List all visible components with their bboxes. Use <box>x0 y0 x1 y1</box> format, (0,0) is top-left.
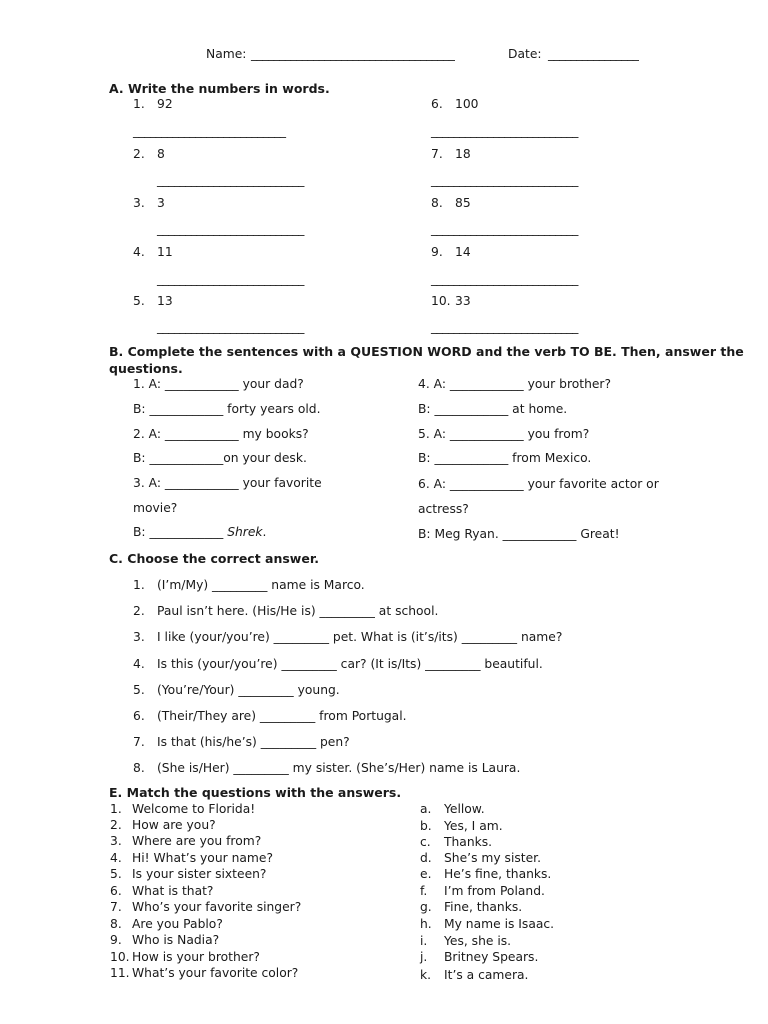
item-text: Is that (his/he’s) _________ pen? <box>157 735 350 749</box>
list-item <box>133 630 562 644</box>
question-item <box>110 966 298 980</box>
name-label: Name: <box>206 47 247 61</box>
item-letter: g. <box>420 900 432 914</box>
item-text: It’s a camera. <box>444 968 529 982</box>
list-item <box>133 147 165 161</box>
question-item <box>110 917 223 931</box>
name-blank[interactable]: ____________________________________ <box>251 47 455 61</box>
item-letter: e. <box>420 867 432 881</box>
item-text: (You’re/Your) _________ young. <box>157 683 340 697</box>
answer-blank[interactable]: __________________________ <box>157 272 304 286</box>
list-item <box>133 657 543 671</box>
item-text: (She is/Her) _________ my sister. (She’s/Her) name is Laura. <box>157 761 521 775</box>
answer-item <box>420 884 545 898</box>
list-item <box>133 196 165 210</box>
section-b-title-cont: questions. <box>109 361 183 376</box>
list-item <box>431 245 471 259</box>
answer-line: B: ____________on your desk. <box>133 451 307 465</box>
item-number: 3. <box>133 196 145 210</box>
answer-blank[interactable]: __________________________ <box>157 222 304 236</box>
question-item <box>110 884 213 898</box>
question-line: 6. A: ____________ your favorite actor or <box>418 477 659 491</box>
list-item <box>133 761 520 775</box>
answer-item <box>420 917 554 931</box>
answer-blank[interactable]: __________________________ <box>157 320 304 334</box>
item-number: 1. <box>133 97 145 111</box>
answer-blank[interactable]: __________________________ <box>157 173 304 187</box>
answer-blank[interactable]: __________________________ <box>431 222 578 236</box>
item-text: Thanks. <box>444 835 493 849</box>
item-value: 14 <box>455 245 471 259</box>
item-number: 4. <box>133 245 145 259</box>
list-item <box>133 683 340 697</box>
item-number: 9. <box>110 933 122 947</box>
item-number: 7. <box>133 735 145 749</box>
item-number: 7. <box>110 900 122 914</box>
movie-title: Shrek <box>227 525 263 539</box>
item-number: 2. <box>133 147 145 161</box>
answer-item <box>420 802 485 816</box>
item-text: Where are you from? <box>132 834 262 848</box>
item-letter: j. <box>420 950 428 964</box>
item-number: 6. <box>431 97 443 111</box>
answer-item <box>420 950 538 964</box>
list-item <box>133 294 173 308</box>
answer-item <box>420 968 528 982</box>
item-letter: c. <box>420 835 431 849</box>
item-text: I like (your/you’re) _________ pet. What is (it’s/its) _________ name? <box>157 630 563 644</box>
date-label: Date: <box>508 47 542 61</box>
question-line: 5. A: ____________ you from? <box>418 427 590 441</box>
list-item <box>133 604 438 618</box>
item-number: 10. <box>110 950 130 964</box>
section-b-title: B. Complete the sentences with a QUESTION WORD and the verb TO BE. Then, answer the <box>109 344 744 359</box>
list-item <box>133 578 365 592</box>
item-number: 5. <box>133 294 145 308</box>
answer-blank[interactable]: __________________________ <box>431 272 578 286</box>
item-text: How are you? <box>132 818 216 832</box>
question-item <box>110 834 261 848</box>
item-letter: a. <box>420 802 432 816</box>
answer-blank[interactable]: __________________________ <box>431 320 578 334</box>
item-letter: d. <box>420 851 432 865</box>
question-item <box>110 900 301 914</box>
question-item <box>110 867 266 881</box>
answer-blank[interactable]: __________________________ <box>431 124 578 138</box>
list-item <box>431 294 471 308</box>
item-text: Is your sister sixteen? <box>132 867 267 881</box>
question-line: 1. A: ____________ your dad? <box>133 377 304 391</box>
list-item <box>133 735 350 749</box>
question-line: 2. A: ____________ my books? <box>133 427 309 441</box>
item-number: 9. <box>431 245 443 259</box>
item-number: 8. <box>110 917 122 931</box>
item-text: Hi! What’s your name? <box>132 851 273 865</box>
item-number: 5. <box>110 867 122 881</box>
answer-line <box>133 525 266 539</box>
item-number: 5. <box>133 683 145 697</box>
section-a-title: A. Write the numbers in words. <box>109 81 330 96</box>
item-text: Who is Nadia? <box>132 933 220 947</box>
item-value: 8 <box>157 147 165 161</box>
question-line: 3. A: ____________ your favorite <box>133 476 322 490</box>
item-text: Yes, I am. <box>444 819 503 833</box>
item-letter: k. <box>420 968 432 982</box>
question-line-cont: movie? <box>133 501 178 515</box>
item-value: 13 <box>157 294 173 308</box>
question-item <box>110 933 219 947</box>
item-number: 8. <box>133 761 145 775</box>
question-line-cont: actress? <box>418 502 469 516</box>
item-number: 3. <box>133 630 145 644</box>
list-item <box>133 709 407 723</box>
question-item <box>110 851 273 865</box>
item-number: 11. <box>110 966 130 980</box>
item-value: 92 <box>157 97 173 111</box>
item-text: Yes, she is. <box>444 934 512 948</box>
answer-line: B: ____________ forty years old. <box>133 402 321 416</box>
item-value: 33 <box>455 294 471 308</box>
item-value: 3 <box>157 196 165 210</box>
item-text: (I’m/My) _________ name is Marco. <box>157 578 365 592</box>
question-item <box>110 950 260 964</box>
item-number: 4. <box>133 657 145 671</box>
item-text: (Their/They are) _________ from Portugal. <box>157 709 407 723</box>
item-text: How is your brother? <box>132 950 260 964</box>
question-item <box>110 818 216 832</box>
item-text: Britney Spears. <box>444 950 539 964</box>
answer-item <box>420 819 503 833</box>
item-text: What is that? <box>132 884 214 898</box>
item-number: 2. <box>110 818 122 832</box>
item-text: She’s my sister. <box>444 851 542 865</box>
item-letter: b. <box>420 819 432 833</box>
item-number: 2. <box>133 604 145 618</box>
answer-item <box>420 867 551 881</box>
answer-item <box>420 851 541 865</box>
question-item <box>110 802 255 816</box>
section-c-title: C. Choose the correct answer. <box>109 551 319 566</box>
item-text: Is this (your/you’re) _________ car? (It is/Its) _________ beautiful. <box>157 657 543 671</box>
list-item <box>431 147 471 161</box>
item-text: I’m from Poland. <box>444 884 545 898</box>
item-number: 4. <box>110 851 122 865</box>
item-letter: i. <box>420 934 428 948</box>
question-line: 4. A: ____________ your brother? <box>418 377 612 391</box>
answer-blank[interactable]: ___________________________ <box>133 124 286 138</box>
list-item <box>431 196 471 210</box>
item-number: 1. <box>133 578 145 592</box>
answer-suffix: . <box>262 525 267 539</box>
date-blank[interactable]: ________________ <box>548 47 639 61</box>
answer-item <box>420 934 511 948</box>
item-text: Yellow. <box>444 802 485 816</box>
item-text: Are you Pablo? <box>132 917 223 931</box>
item-text: My name is Isaac. <box>444 917 555 931</box>
answer-line: B: Meg Ryan. ____________ Great! <box>418 527 620 541</box>
item-value: 18 <box>455 147 471 161</box>
item-letter: h. <box>420 917 432 931</box>
item-text: What’s your favorite color? <box>132 966 299 980</box>
item-text: Welcome to Florida! <box>132 802 256 816</box>
answer-prefix: B: ____________ <box>133 525 228 539</box>
item-text: Who’s your favorite singer? <box>132 900 302 914</box>
answer-blank[interactable]: __________________________ <box>431 173 578 187</box>
item-number: 10. <box>431 294 451 308</box>
item-number: 6. <box>133 709 145 723</box>
answer-line: B: ____________ at home. <box>418 402 568 416</box>
list-item <box>431 97 478 111</box>
item-text: He’s fine, thanks. <box>444 867 552 881</box>
answer-line: B: ____________ from Mexico. <box>418 451 592 465</box>
item-value: 100 <box>455 97 479 111</box>
item-number: 3. <box>110 834 122 848</box>
item-number: 6. <box>110 884 122 898</box>
list-item <box>133 97 173 111</box>
item-value: 85 <box>455 196 471 210</box>
item-text: Paul isn’t here. (His/He is) _________ at school. <box>157 604 439 618</box>
item-number: 1. <box>110 802 122 816</box>
list-item <box>133 245 173 259</box>
item-number: 7. <box>431 147 443 161</box>
section-e-title: E. Match the questions with the answers. <box>109 785 402 800</box>
item-text: Fine, thanks. <box>444 900 523 914</box>
item-number: 8. <box>431 196 443 210</box>
item-letter: f. <box>420 884 428 898</box>
answer-item <box>420 835 492 849</box>
answer-item <box>420 900 522 914</box>
item-value: 11 <box>157 245 173 259</box>
